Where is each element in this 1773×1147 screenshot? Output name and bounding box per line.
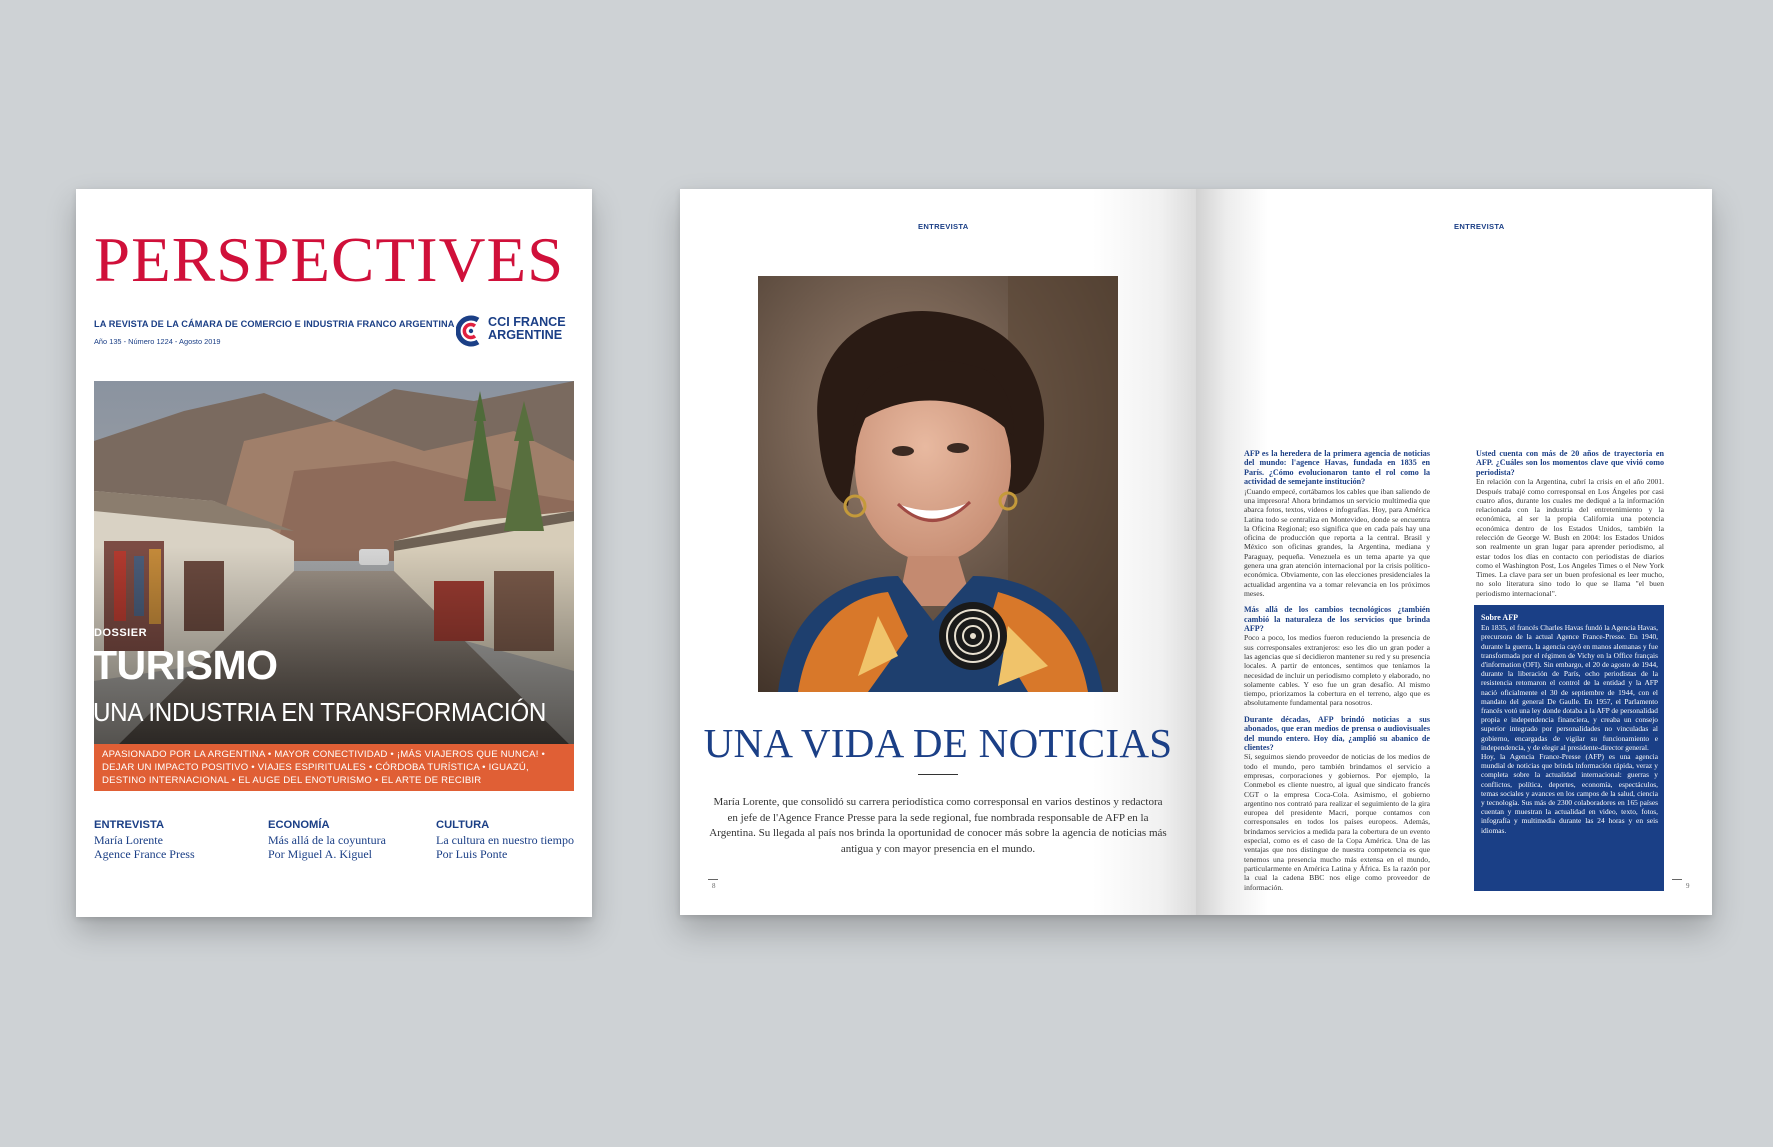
section-heading: ECONOMÍA xyxy=(268,819,330,831)
topics-band xyxy=(94,744,574,791)
section-line: María Lorente xyxy=(94,833,163,847)
sidebar-paragraph: Hoy, la Agencia France-Presse (AFP) es una agencia mundial de noticias que brinda información rápida, veraz y completa sobre la actualidad internacional: guerras y conflictos, política, deportes, economía, espectáculos, temas sociales y avances en los campos de la salud, ciencia y tecnología. Sus más de 2300 colaboradores en 165 países cuentan y muestran la actualidad en video, texto, fotos, infografía y multimedia durante las 24 horas y en seis idiomas. xyxy=(1481,752,1658,835)
about-afp-box xyxy=(1474,605,1664,891)
topics-text: APASIONADO POR LA ARGENTINA • MAYOR CONECTIVIDAD • ¡MÁS VIAJEROS QUE NUNCA! • DEJAR UN IMPACTO POSITIVO • VIAJES ESPIRITUALES • CÓRDOBA TURÍSTICA • IGUAZÚ, DESTINO INTERNACIONAL • EL AUGE DEL ENOTURISMO • EL ARTE DE RECIBIR xyxy=(102,749,546,786)
cci-logo-line1: CCI FRANCE xyxy=(488,315,566,329)
page-number: 8 xyxy=(712,882,716,890)
article-headline: UNA VIDA DE NOTICIAS xyxy=(703,720,1173,766)
spread-left-page xyxy=(680,189,1196,915)
section-line: Más allá de la coyuntura xyxy=(268,833,386,847)
running-head: ENTREVISTA xyxy=(918,222,969,231)
article-column-1 xyxy=(1244,449,1430,892)
folio-rule xyxy=(708,879,718,880)
section-entrevista[interactable] xyxy=(94,819,244,861)
section-economia[interactable] xyxy=(268,819,418,861)
interview-question: Durante décadas, AFP brindó noticias a sus abonados, que eran medios de prensa o audiovisuales del mundo entero. Hoy día, ¿amplió su abanico de clientes? xyxy=(1244,714,1430,752)
section-line: La cultura en nuestro tiempo xyxy=(436,833,574,847)
folio-rule xyxy=(1672,879,1682,880)
dossier-label: DOSSIER xyxy=(94,627,148,639)
magazine-cover xyxy=(76,189,592,917)
interview-answer: En relación con la Argentina, cubrí la crisis en el año 2001. Después trabajé como corresponsal en Los Ángeles por casi cuatro años, durante los cuales me dediqué a la información relacionada con la industria del entretenimiento y la económica, al ser la propia California una potencia económica dentro de los Estados Unidos, también la relección de George W. Bush en 2004: los Estados Unidos son realmente un gran lugar para aprender periodismo, al estar todos los días en contacto con periodistas de diarios como el Washington Post, Los Angeles Times o el New York Times. La clave para ser un buen profesional es leer mucho, no solo literatura sino todo lo que se llama "el buen periodismo internacional". xyxy=(1476,477,1664,598)
article-intro: María Lorente, que consolidó su carrera periodística como corresponsal en varios destinos y redactora en jefe de l'Agence France Presse para la sede regional, fue nombrada responsable de AFP en la Argentina. Su llegada al país nos brinda la oportunidad de conocer más sobre la agencia de noticias más antigua y con mayor presencia en el mundo. xyxy=(709,796,1167,855)
cover-photo-street xyxy=(94,381,574,749)
cci-logo-icon xyxy=(456,314,486,348)
sidebar-paragraph: En 1835, el francés Charles Havas fundó la Agencia Havas, precursora de la actual Agence France-Presse. En 1940, durante la guerra, la agencia cayó en manos alemanas y fue transformada por el régimen de Vichy en la Office français d'information (OFI). Sin embargo, el 20 de agosto de 1944, durante la liberación de París, ocho periodistas de la resistencia retomaron el control de la entidad y la AFP nació oficialmente el 30 de septiembre de 1944, con el mandato del general De Gaulle. En 1957, el Parlamento francés votó una ley donde dotaba a la AFP de personalidad propia e independencia financiera, y creaba un consejo superior integrado por personalidades no vinculadas al gobierno, encargadas de vigilar su funcionamiento e independencia, y de elegir al presidente-director general. xyxy=(1481,623,1658,752)
interview-question: Más allá de los cambios tecnológicos ¿también cambió la naturaleza de los servicios que brinda AFP? xyxy=(1244,605,1430,633)
cci-logo-line2: ARGENTINE xyxy=(488,328,563,343)
dossier-title: TURISMO xyxy=(92,642,278,688)
cci-logo xyxy=(456,312,576,352)
section-line: Agence France Press xyxy=(94,847,195,861)
portrait-photo xyxy=(758,276,1118,692)
section-line: Por Luis Ponte xyxy=(436,847,508,861)
headline-divider xyxy=(918,774,958,775)
article-column-2 xyxy=(1476,449,1664,598)
interview-question: AFP es la heredera de la primera agencia de noticias del mundo: l'agence Havas, fundada en 1835 en París. ¿Cómo evolucionaron tanto el rol como la actividad de semejante institución? xyxy=(1244,449,1430,487)
interview-question: Usted cuenta con más de 20 años de trayectoria en AFP. ¿Cuáles son los momentos clave que vivió como periodista? xyxy=(1476,449,1664,477)
issue-info: Año 135 - Número 1224 - Agosto 2019 xyxy=(94,337,221,346)
running-head: ENTREVISTA xyxy=(1454,222,1505,231)
masthead: PERSPECTIVES xyxy=(94,225,565,295)
section-line: Por Miguel A. Kiguel xyxy=(268,847,372,861)
page-number: 9 xyxy=(1686,882,1690,890)
spread-right-page xyxy=(1196,189,1712,915)
section-heading: CULTURA xyxy=(436,819,490,831)
interview-answer: Sí, seguimos siendo proveedor de noticias de los medios de todo el mundo, pero también brindamos el servicio a empresas, corporaciones y gobiernos. Por ejemplo, la Conmebol es cliente nuestro, al igual que sindicato francés CGT o la empresa Coca-Cola. Asimismo, el gobierno argentino nos contrató para realizar el seguimiento de la gira europea del presidente Macri, porque contamos con corresponsales en todos los países europeos. Además, brindamos servicios a medida para la cobertura de un evento especial, como es el caso de la Copa América. Una de las ventajas que nos distingue de nuestra competencia es que tenemos una presencia mucho más extensa en el mundo, particularmente en América Latina y África. Es la razón por la cual la cadena BBC nos elige como proveedor de información. xyxy=(1244,752,1430,892)
interview-answer: ¡Cuando empecé, cortábamos los cables que iban saliendo de una impresora! Ahora brindamos un servicio multimedia que abarca fotos, textos, videos e infografías. Hoy, para América Latina todo se centraliza en Montevideo, donde se encuentra la Oficina Regional; eso significa que en cada país hay una oficina de producción que reporta a la central. Brasil y México son oficinas grandes, la Argentina, mediana y Paraguay, pequeña. Venezuela es un tema aparte ya que genera una gran atención internacional por la crisis político-económica. Obviamente, con las elecciones presidenciales la actualidad argentina va a tomar relevancia en los próximos meses. xyxy=(1244,486,1430,598)
section-cultura[interactable] xyxy=(436,819,586,861)
interview-answer: Poco a poco, los medios fueron reduciendo la presencia de sus corresponsales extranjeros: eso les dio un gran poder a las agencias que sí decidieron mantener su red y su presencia locales. A partir de entonces, sentimos que teníamos la necesidad de incluir un periodismo completo y elaborado, no solamente cables. Y eso fue un gran desafío. Al mismo tiempo, priorizamos la cobertura en el terreno, algo que es absolutamente fundamental para nosotros. xyxy=(1244,633,1430,708)
section-heading: ENTREVISTA xyxy=(94,819,165,831)
sidebar-heading: Sobre AFP xyxy=(1481,613,1518,622)
dossier-subtitle: UNA INDUSTRIA EN TRANSFORMACIÓN xyxy=(93,697,547,727)
cover-tagline: LA REVISTA DE LA CÁMARA DE COMERCIO E INDUSTRIA FRANCO ARGENTINA xyxy=(94,319,455,329)
